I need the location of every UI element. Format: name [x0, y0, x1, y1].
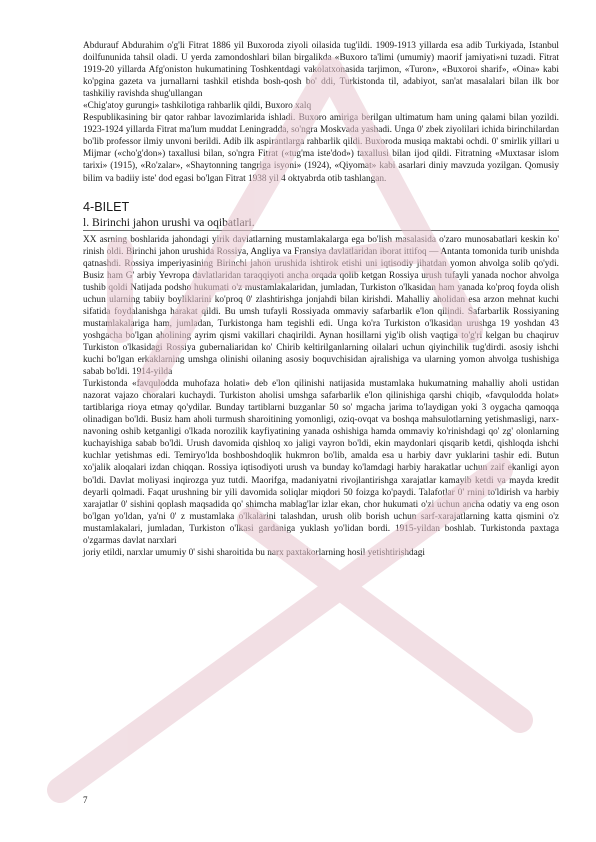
section-spacer: [83, 185, 559, 199]
body-paragraph-1: XX asrning boshlarida jahondagi yirik davlatlarning mustamlakalarga ega bo'lish masalasida o'zaro munosabatlari keskin ko' rinish oldi. Birinchi jahon urushida Rossiya, Angliya va Fransiya davlatlaridan iborat ittifoq — Antanta tomonida turib unishda qatnashdi. Rossiya imperiyasining Birinchi jahon urushida ishtirok etishi uni iqtisodiy jihatdan yomon ahvolga solib qo'ydi. Busiz ham G' arbiy Yevropa davlatlaridan taraqqiyoti ancha orqada qolib ketgan Rossiya urush tufayli yanada nochor ahvolga tushib qoldi Natijada podsho hukumati o'z mustamlakalaridan, jumladan, Turkiston o'lkasidan ham yanada ko'proq foyda olish uchun ularning tabiiy boyliklarini ko'proq 0' zlashtirishga jonjahdi bilan kirishdi. Mahalliy aholidan esa arzon mehnat kuchi sifatida foydalanishga harakat qildi. Bu umsh tufayli Rossiyada ommaviy safarbarlik e'lon qilindi. Safarbarlik Rossiyaning mustamlakalariga ham, jumladan, Turkistonga ham tegishli edi. Unga ko'ra Turkiston o'lkasidan urushga 19 yoshdan 43 yoshgacha bo'lgan aholining ayrim qismi vakillari chaqirildi. Aynan hosillarni yig'ib olish vaqtiga to'g'ri kelgan bu chaqiruv Turkiston o'lkasidagi Rossiya gubernaliaridan ko' Chirib keltirilganlarning oilalari uchun qiyinchilik tug'dirdi. asosiy ishchi kuchi bo'lgan erkaklarning umshga olinishi oilaning asosiy boquvchisidan ajralishiga va ularning yomon ahvolga tushishiga sabab bo'ldi. 1914-yilda: [83, 234, 559, 378]
document-page: [83, 40, 559, 559]
intro-paragraph-1: Abdurauf Abdurahim o'g'li Fitrat 1886 yil Buxoroda ziyoli oilasida tug'ildi. 1909-1913 yillarda esa adib Turkiyada, Istanbul doilfununida tahsil oladi. U yerda zamondoshlari bilan birgalikda «Buxoro ta'limi (umumiy) maorif jamiyati»ni tuzadi. Fitrat 1919-20 yillarda Afg'oniston hukumatining Toshkentdagi vakolatxonasida tarjimon, «Turon», «Buxoroi sharif», «Oina» kabi ko'pgina gazeta va jurnallarni tashkil etishda bosh-qosh bo' ddi, Turkistonda til, adabiyot, san'at masalalari bilan ilk bor tashkiliy ravishda shug'ullangan: [83, 41, 559, 100]
intro-paragraph-2: «Chig'atoy gurungi» tashkilotiga rahbarlik qildi, Buxoro xalq: [83, 101, 312, 112]
bilet-heading: 4-BILET: [83, 199, 130, 214]
page-number: 7: [83, 795, 88, 805]
body-paragraph-3: joriy etildi, narxlar umumiy 0' sishi sharoitida bu narx paxtakorlarning hosil yetishtirishdagi: [83, 547, 425, 558]
body-paragraph-2: Turkistonda «favqulodda muhofaza holati» deb e'lon qilinishi natijasida mustamlaka hukumatning mahalliy aholi ustidan nazorat vajazo choralari kuchaydi. Turkiston aholisi umshga safarbarlik e'lon qilinishiga qarshi chiqib, «favqulodda holat» tartiblariga rioya etmay qo'ydilar. Bunday tartiblarni buzganlar 50 so' mgacha jarima to'laydigan yoki 3 oygacha qamoqqa olinadigan bo'ldi. Busiz ham aholi turmush sharoitining yomonligi, oziq-ovqat va boshqa mahsulotlarning yetishmasligi, narx-navoning oshib ketganligi o'lkada norozilik kayfiyatining yanada oshishiga hamda ommaviy ko'rinishdagi qo' zg' olonlarning kuchayishiga sabab bo'ldi. Urush davomida qishloq xo jaligi vayron bo'ldi, ekin maydonlari qisqarib ketdi, qishloqda ishchi kuchlar yetishmas edi. Temiryo'lda boshboshdoqlik hukmron bo'lib, amalda esa u harbiy davr yuklarini tashir edi. Butun xo'jalik aloqalari izdan chiqqan. Rossiya iqtisodiyoti urush va bunday ko'lamdagi harbiy harakatlar uchun zaif ekanligi ayon bo'ldi. Davlat moliyasi inqirozga yuz tutdi. Maorifga, madaniyatni rivojlantirishga xarajatlar kamayib ketdi va mayda kredit deyarli qolmadi. Faqat urushning bir yili davomida soliqlar miqdori 50 foizga ko'paydi. Talafotlar 0' rnini to'ldirish va harbiy xarajatlar 0' sishini qoplash maqsadida qo' shimcha mablag'lar izlar ekan, chor hukumati o'zi uchun ancha odatiy va eng oson bo'lgan yo'ldan, ya'ni 0' z mustamlaka o'lkalarini talashdan, urush olib borish uchun sarf-xarajatlarning katta qismini o'z mustamlakalari, jumladan, Turkiston o'lkasi gardaniga yuklash yo'lidan bordi. 1915-yildan boshlab. Turkistonda paxtaga o'zgarmas davlat narxlari: [83, 379, 559, 546]
topic-heading: l. Birinchi jahon urushi va oqibatlari.: [83, 215, 559, 231]
intro-paragraph-3: Respublikasining bir qator rahbar lavozimlarida ishladi. Buxoro amiriga berilgan ultimatum ham uning qalami bilan yozildi. 1923-1924 yillarda Fitrat ma'lum muddat Leningradda, so'ngra Moskvada yashadi. Unga 0' zbek ziyolilari ichida birinchilardan bo'lib professor ilmiy unvoni berildi. Adib ilk aspirantlarga rahbarlik qildi. Buxoroda musiqa maktabi ochdi. 0' smirlik yillari u Mijmar («cho'g'don») taxallusi bilan, so'ngra Fitrat («tug'ma iste'dod») taxallusi bilan ijod qildi. Fitratning «Muxtasar islom tarixi» (1915), «Ro'zalar», «Shaytonning tangriga isyoni» (1924), «Qiyomat» kabi asarlari diniy mavzuda yozilgan. Qomusiy bilim va badiiy iste' dod egasi bo'lgan Fitrat 1938 yil 4 oktyabrda otib tashlangan.: [83, 113, 559, 184]
